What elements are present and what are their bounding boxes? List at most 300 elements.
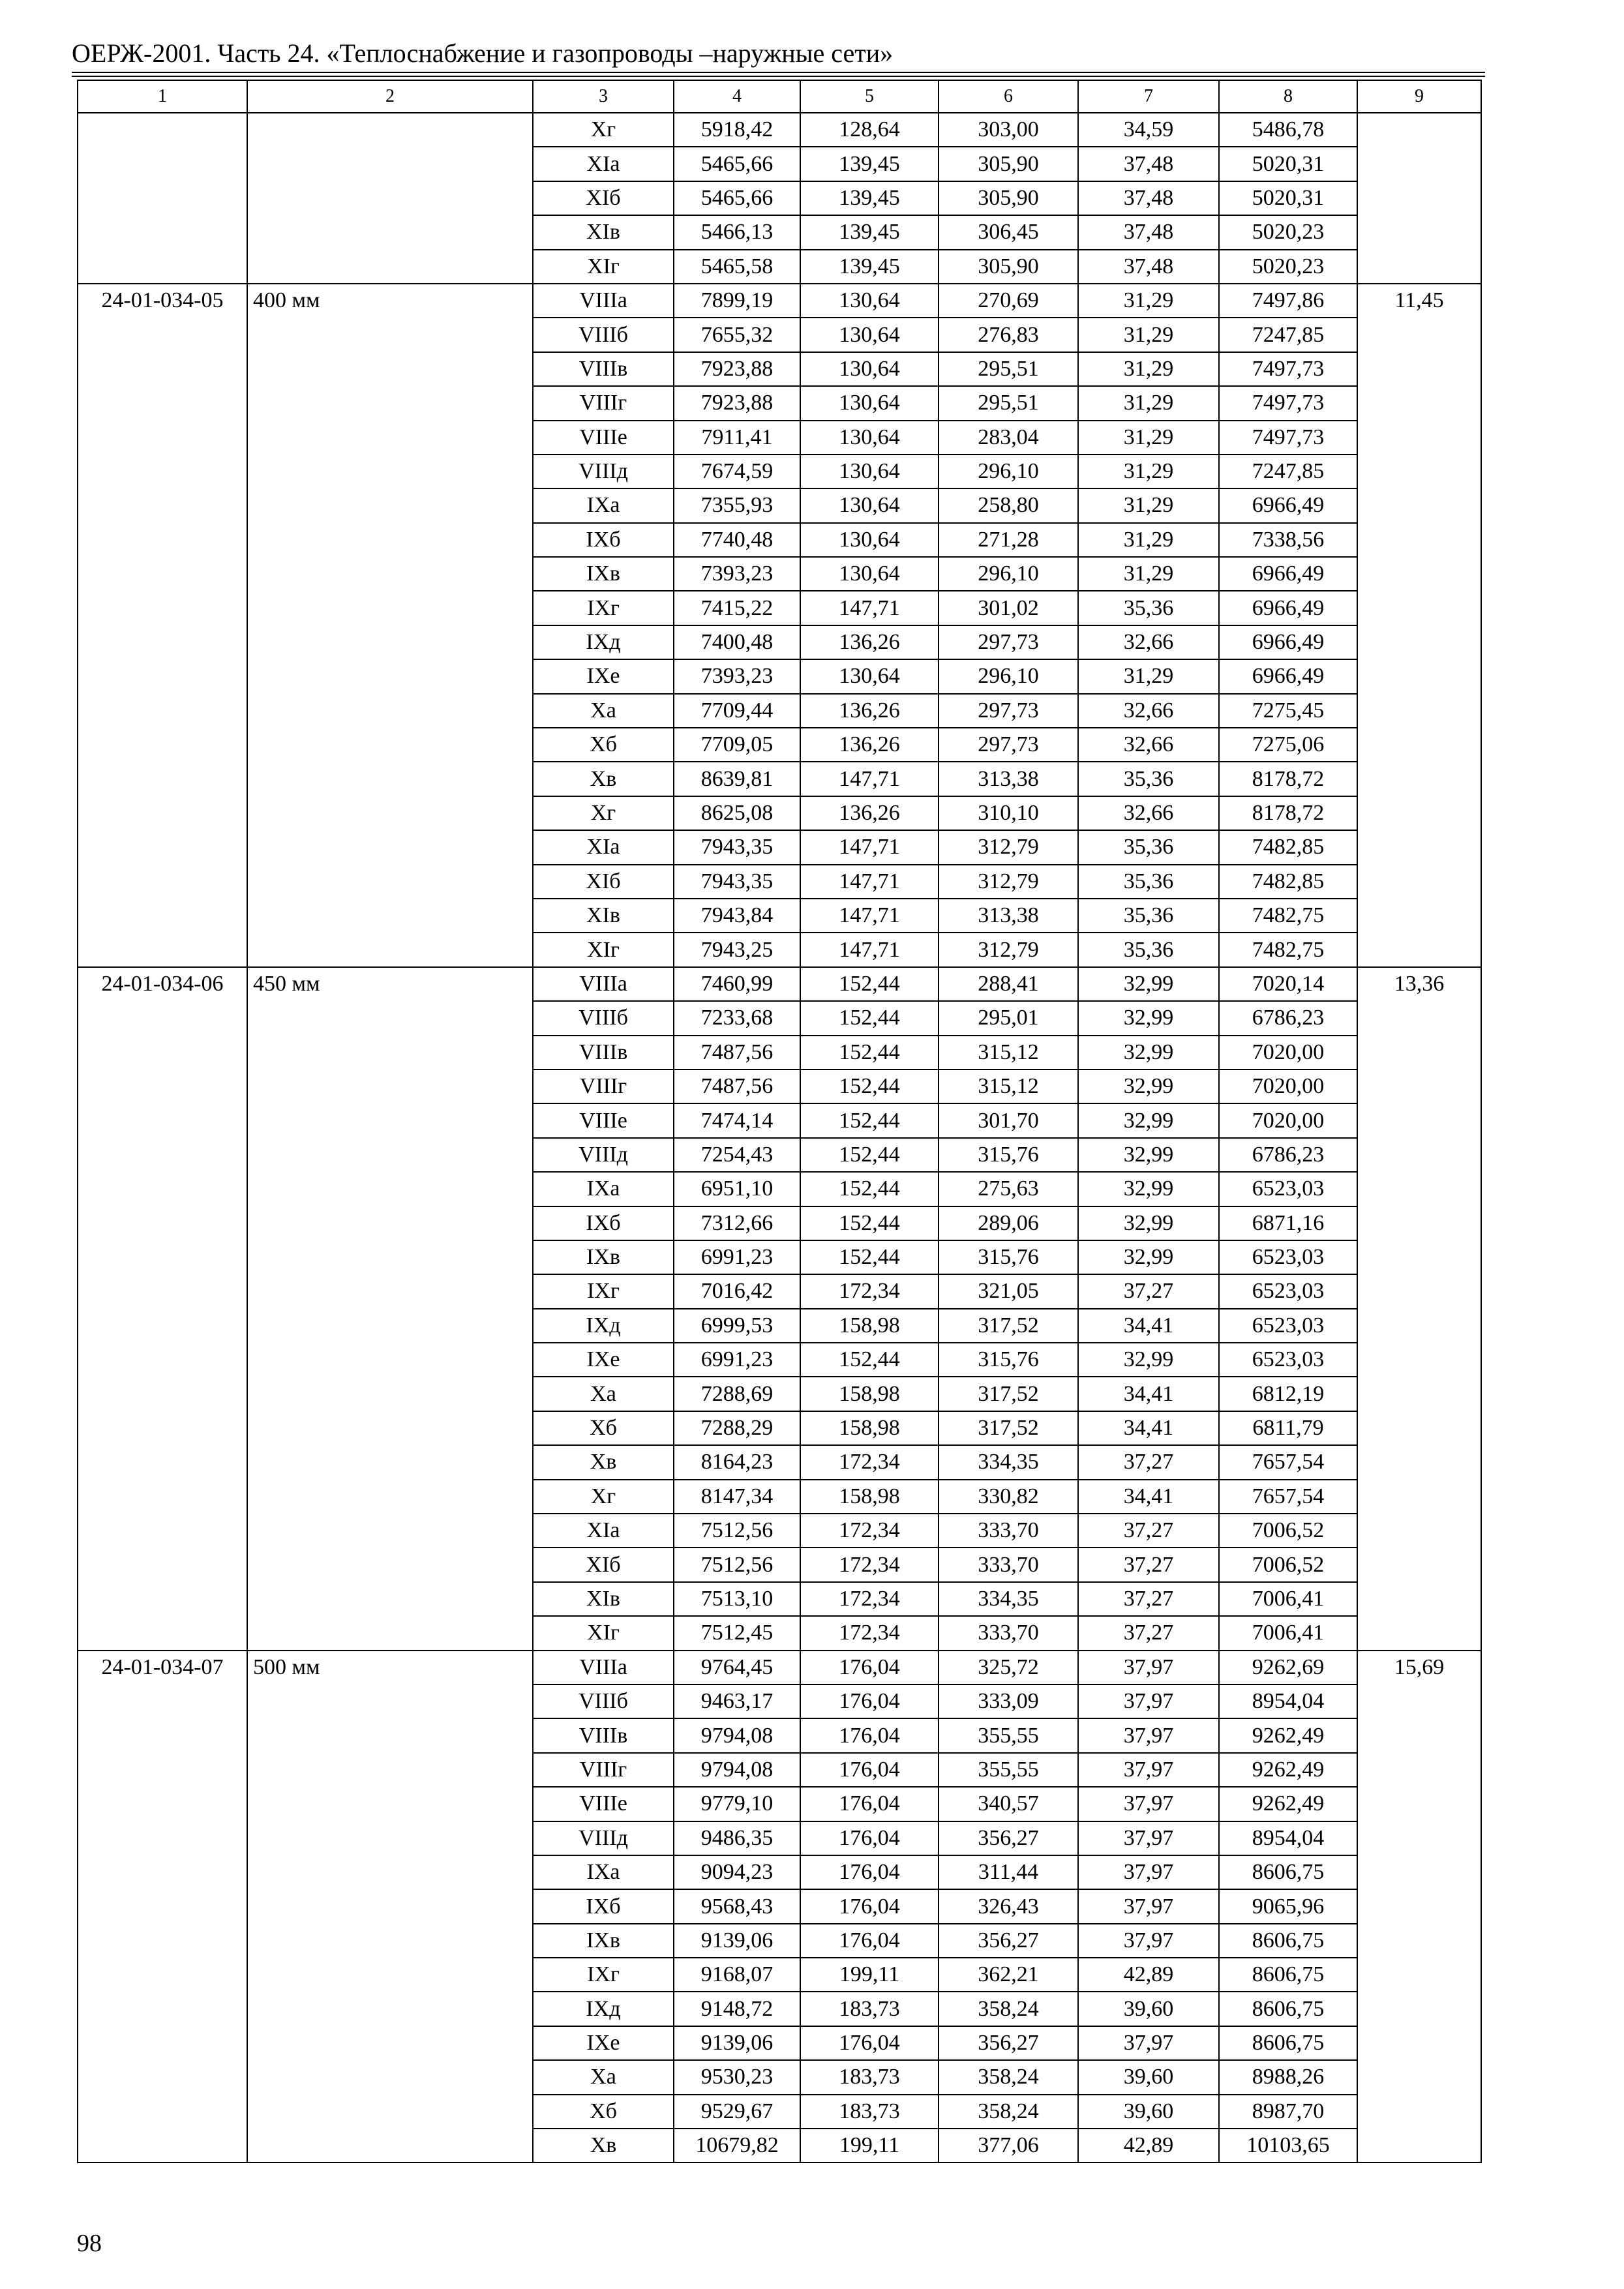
diameter-cell xyxy=(247,113,533,284)
category-cell: Xа xyxy=(533,1377,674,1411)
value-cell: 7512,56 xyxy=(674,1548,800,1581)
category-cell: Xб xyxy=(533,728,674,762)
value-cell: 172,34 xyxy=(800,1445,939,1479)
category-cell: IXв xyxy=(533,557,674,591)
value-cell: 147,71 xyxy=(800,933,939,966)
value-cell: 305,90 xyxy=(939,147,1078,181)
value-cell: 31,29 xyxy=(1078,557,1219,591)
header-rule xyxy=(72,72,1485,73)
category-cell: VIIIг xyxy=(533,386,674,420)
column-number: 5 xyxy=(800,80,939,113)
value-cell: 37,97 xyxy=(1078,1821,1219,1855)
category-cell: IXв xyxy=(533,1924,674,1958)
value-cell: 7923,88 xyxy=(674,352,800,386)
value-cell: 358,24 xyxy=(939,2060,1078,2094)
value-cell: 5466,13 xyxy=(674,215,800,249)
value-cell: 9262,49 xyxy=(1219,1753,1357,1787)
value-cell: 172,34 xyxy=(800,1274,939,1308)
value-cell: 32,99 xyxy=(1078,1001,1219,1035)
value-cell: 9463,17 xyxy=(674,1684,800,1718)
value-cell: 35,36 xyxy=(1078,933,1219,966)
value-cell: 32,99 xyxy=(1078,967,1219,1001)
value-cell: 8606,75 xyxy=(1219,2026,1357,2060)
column-number: 2 xyxy=(247,80,533,113)
value-cell: 130,64 xyxy=(800,352,939,386)
value-cell: 5465,66 xyxy=(674,181,800,215)
value-cell: 176,04 xyxy=(800,1924,939,1958)
value-cell: 7487,56 xyxy=(674,1070,800,1103)
value-cell: 37,27 xyxy=(1078,1582,1219,1616)
value-cell: 297,73 xyxy=(939,694,1078,728)
column-number: 7 xyxy=(1078,80,1219,113)
value-cell: 176,04 xyxy=(800,2026,939,2060)
value-cell: 130,64 xyxy=(800,318,939,352)
value-cell: 6786,23 xyxy=(1219,1138,1357,1172)
value-cell: 152,44 xyxy=(800,1206,939,1240)
table-row xyxy=(78,1651,1481,1684)
value-cell: 315,76 xyxy=(939,1138,1078,1172)
value-cell: 7474,14 xyxy=(674,1103,800,1137)
value-cell: 7674,59 xyxy=(674,455,800,488)
value-cell: 321,05 xyxy=(939,1274,1078,1308)
category-cell: VIIIд xyxy=(533,1138,674,1172)
category-cell: IXа xyxy=(533,488,674,522)
category-cell: Xв xyxy=(533,1445,674,1479)
category-cell: XIв xyxy=(533,1582,674,1616)
value-cell: 305,90 xyxy=(939,181,1078,215)
value-cell: 32,99 xyxy=(1078,1070,1219,1103)
category-cell: Xв xyxy=(533,2129,674,2162)
value-cell: 37,97 xyxy=(1078,1787,1219,1821)
value-cell: 8147,34 xyxy=(674,1480,800,1514)
category-cell: VIIIа xyxy=(533,1651,674,1684)
value-cell: 7657,54 xyxy=(1219,1480,1357,1514)
value-cell: 270,69 xyxy=(939,284,1078,318)
value-cell: 7006,52 xyxy=(1219,1548,1357,1581)
value-cell: 7288,69 xyxy=(674,1377,800,1411)
value-cell: 306,45 xyxy=(939,215,1078,249)
value-cell: 152,44 xyxy=(800,1103,939,1137)
value-cell: 7460,99 xyxy=(674,967,800,1001)
value-cell: 152,44 xyxy=(800,1240,939,1274)
value-cell: 8987,70 xyxy=(1219,2095,1357,2129)
category-cell: VIIIг xyxy=(533,1070,674,1103)
value-cell: 34,41 xyxy=(1078,1309,1219,1343)
value-cell: 317,52 xyxy=(939,1309,1078,1343)
rate-code-cell xyxy=(78,113,247,284)
value-cell: 183,73 xyxy=(800,2095,939,2129)
value-cell: 7338,56 xyxy=(1219,523,1357,557)
category-cell: Xб xyxy=(533,2095,674,2129)
value-cell: 9529,67 xyxy=(674,2095,800,2129)
category-cell: VIIIд xyxy=(533,455,674,488)
value-cell: 5918,42 xyxy=(674,113,800,147)
value-cell: 172,34 xyxy=(800,1548,939,1581)
value-cell: 6523,03 xyxy=(1219,1172,1357,1206)
value-cell: 34,41 xyxy=(1078,1377,1219,1411)
diameter-cell: 400 мм xyxy=(247,284,533,967)
value-cell: 9794,08 xyxy=(674,1753,800,1787)
value-cell: 32,66 xyxy=(1078,694,1219,728)
value-cell: 6786,23 xyxy=(1219,1001,1357,1035)
value-cell: 172,34 xyxy=(800,1514,939,1548)
diameter-cell: 500 мм xyxy=(247,1651,533,2163)
value-cell: 313,38 xyxy=(939,899,1078,933)
value-cell: 35,36 xyxy=(1078,762,1219,796)
column-9-cell: 11,45 xyxy=(1357,284,1481,967)
value-cell: 7020,00 xyxy=(1219,1103,1357,1137)
column-9-cell: 13,36 xyxy=(1357,967,1481,1651)
value-cell: 356,27 xyxy=(939,1924,1078,1958)
value-cell: 37,48 xyxy=(1078,250,1219,284)
value-cell: 7312,66 xyxy=(674,1206,800,1240)
value-cell: 136,26 xyxy=(800,728,939,762)
value-cell: 315,76 xyxy=(939,1240,1078,1274)
value-cell: 9139,06 xyxy=(674,1924,800,1958)
value-cell: 35,36 xyxy=(1078,899,1219,933)
value-cell: 7512,45 xyxy=(674,1616,800,1650)
value-cell: 176,04 xyxy=(800,1753,939,1787)
value-cell: 39,60 xyxy=(1078,2060,1219,2094)
value-cell: 7923,88 xyxy=(674,386,800,420)
category-cell: XIг xyxy=(533,1616,674,1650)
value-cell: 152,44 xyxy=(800,1138,939,1172)
page-number: 98 xyxy=(77,2230,102,2257)
value-cell: 8178,72 xyxy=(1219,762,1357,796)
value-cell: 297,73 xyxy=(939,728,1078,762)
category-cell: IXа xyxy=(533,1855,674,1889)
value-cell: 8954,04 xyxy=(1219,1684,1357,1718)
value-cell: 31,29 xyxy=(1078,659,1219,693)
value-cell: 317,52 xyxy=(939,1411,1078,1445)
value-cell: 130,64 xyxy=(800,421,939,455)
category-cell: Xв xyxy=(533,762,674,796)
value-cell: 377,06 xyxy=(939,2129,1078,2162)
value-cell: 7006,41 xyxy=(1219,1616,1357,1650)
value-cell: 8606,75 xyxy=(1219,1958,1357,1992)
value-cell: 362,21 xyxy=(939,1958,1078,1992)
category-cell: XIб xyxy=(533,181,674,215)
value-cell: 6966,49 xyxy=(1219,659,1357,693)
value-cell: 31,29 xyxy=(1078,284,1219,318)
value-cell: 32,99 xyxy=(1078,1343,1219,1377)
value-cell: 7288,29 xyxy=(674,1411,800,1445)
category-cell: VIIIа xyxy=(533,284,674,318)
value-cell: 32,99 xyxy=(1078,1138,1219,1172)
value-cell: 31,29 xyxy=(1078,523,1219,557)
value-cell: 9094,23 xyxy=(674,1855,800,1889)
rate-code-cell: 24-01-034-05 xyxy=(78,284,247,967)
value-cell: 9262,69 xyxy=(1219,1651,1357,1684)
value-cell: 7254,43 xyxy=(674,1138,800,1172)
category-cell: IXг xyxy=(533,1958,674,1992)
value-cell: 32,99 xyxy=(1078,1103,1219,1137)
category-cell: IXб xyxy=(533,1889,674,1923)
value-cell: 310,10 xyxy=(939,796,1078,830)
category-cell: IXд xyxy=(533,1992,674,2026)
category-cell: Xг xyxy=(533,113,674,147)
value-cell: 37,27 xyxy=(1078,1445,1219,1479)
value-cell: 147,71 xyxy=(800,899,939,933)
value-cell: 7512,56 xyxy=(674,1514,800,1548)
value-cell: 31,29 xyxy=(1078,455,1219,488)
value-cell: 312,79 xyxy=(939,865,1078,899)
value-cell: 8606,75 xyxy=(1219,1855,1357,1889)
value-cell: 37,48 xyxy=(1078,147,1219,181)
category-cell: VIIIб xyxy=(533,1684,674,1718)
rate-code-cell: 24-01-034-06 xyxy=(78,967,247,1651)
value-cell: 325,72 xyxy=(939,1651,1078,1684)
value-cell: 5020,31 xyxy=(1219,181,1357,215)
value-cell: 39,60 xyxy=(1078,1992,1219,2026)
value-cell: 301,70 xyxy=(939,1103,1078,1137)
category-cell: IXе xyxy=(533,1343,674,1377)
value-cell: 158,98 xyxy=(800,1377,939,1411)
value-cell: 7911,41 xyxy=(674,421,800,455)
value-cell: 152,44 xyxy=(800,1070,939,1103)
value-cell: 289,06 xyxy=(939,1206,1078,1240)
value-cell: 32,99 xyxy=(1078,1206,1219,1240)
value-cell: 37,97 xyxy=(1078,1753,1219,1787)
value-cell: 6966,49 xyxy=(1219,625,1357,659)
value-cell: 35,36 xyxy=(1078,830,1219,864)
value-cell: 7943,84 xyxy=(674,899,800,933)
value-cell: 9168,07 xyxy=(674,1958,800,1992)
value-cell: 7487,56 xyxy=(674,1036,800,1070)
value-cell: 296,10 xyxy=(939,557,1078,591)
value-cell: 8606,75 xyxy=(1219,1992,1357,2026)
value-cell: 158,98 xyxy=(800,1411,939,1445)
value-cell: 31,29 xyxy=(1078,352,1219,386)
value-cell: 355,55 xyxy=(939,1753,1078,1787)
value-cell: 34,59 xyxy=(1078,113,1219,147)
value-cell: 128,64 xyxy=(800,113,939,147)
value-cell: 130,64 xyxy=(800,386,939,420)
value-cell: 295,51 xyxy=(939,386,1078,420)
category-cell: XIа xyxy=(533,1514,674,1548)
category-cell: IXг xyxy=(533,591,674,625)
value-cell: 7355,93 xyxy=(674,488,800,522)
value-cell: 296,10 xyxy=(939,455,1078,488)
value-cell: 7482,75 xyxy=(1219,899,1357,933)
value-cell: 315,12 xyxy=(939,1070,1078,1103)
value-cell: 130,64 xyxy=(800,557,939,591)
category-cell: IXд xyxy=(533,1309,674,1343)
column-number: 4 xyxy=(674,80,800,113)
value-cell: 199,11 xyxy=(800,1958,939,1992)
category-cell: VIIIе xyxy=(533,1103,674,1137)
value-cell: 6523,03 xyxy=(1219,1274,1357,1308)
page-title: ОЕРЖ-2001. Часть 24. «Теплоснабжение и газопроводы –наружные сети» xyxy=(72,38,894,68)
value-cell: 7247,85 xyxy=(1219,455,1357,488)
column-number: 1 xyxy=(78,80,247,113)
value-cell: 37,97 xyxy=(1078,1651,1219,1684)
value-cell: 34,41 xyxy=(1078,1411,1219,1445)
value-cell: 9065,96 xyxy=(1219,1889,1357,1923)
value-cell: 37,27 xyxy=(1078,1514,1219,1548)
value-cell: 340,57 xyxy=(939,1787,1078,1821)
value-cell: 6999,53 xyxy=(674,1309,800,1343)
value-cell: 6951,10 xyxy=(674,1172,800,1206)
value-cell: 6966,49 xyxy=(1219,488,1357,522)
value-cell: 333,09 xyxy=(939,1684,1078,1718)
value-cell: 5020,23 xyxy=(1219,215,1357,249)
value-cell: 7740,48 xyxy=(674,523,800,557)
value-cell: 333,70 xyxy=(939,1548,1078,1581)
value-cell: 37,48 xyxy=(1078,181,1219,215)
value-cell: 130,64 xyxy=(800,284,939,318)
category-cell: Xг xyxy=(533,796,674,830)
value-cell: 147,71 xyxy=(800,865,939,899)
value-cell: 10103,65 xyxy=(1219,2129,1357,2162)
value-cell: 5486,78 xyxy=(1219,113,1357,147)
value-cell: 147,71 xyxy=(800,830,939,864)
category-cell: VIIIг xyxy=(533,1753,674,1787)
value-cell: 7899,19 xyxy=(674,284,800,318)
value-cell: 152,44 xyxy=(800,1001,939,1035)
value-cell: 358,24 xyxy=(939,2095,1078,2129)
category-cell: VIIIб xyxy=(533,318,674,352)
value-cell: 199,11 xyxy=(800,2129,939,2162)
value-cell: 8639,81 xyxy=(674,762,800,796)
value-cell: 301,02 xyxy=(939,591,1078,625)
rates-table xyxy=(77,80,1482,2163)
category-cell: XIб xyxy=(533,1548,674,1581)
value-cell: 305,90 xyxy=(939,250,1078,284)
value-cell: 9262,49 xyxy=(1219,1787,1357,1821)
value-cell: 7275,45 xyxy=(1219,694,1357,728)
value-cell: 333,70 xyxy=(939,1514,1078,1548)
category-cell: XIв xyxy=(533,899,674,933)
value-cell: 42,89 xyxy=(1078,2129,1219,2162)
category-cell: VIIIв xyxy=(533,1718,674,1752)
value-cell: 8164,23 xyxy=(674,1445,800,1479)
value-cell: 7393,23 xyxy=(674,557,800,591)
value-cell: 315,12 xyxy=(939,1036,1078,1070)
value-cell: 7482,75 xyxy=(1219,933,1357,966)
value-cell: 139,45 xyxy=(800,181,939,215)
value-cell: 32,66 xyxy=(1078,796,1219,830)
value-cell: 130,64 xyxy=(800,455,939,488)
rate-code-cell: 24-01-034-07 xyxy=(78,1651,247,2163)
value-cell: 311,44 xyxy=(939,1855,1078,1889)
value-cell: 136,26 xyxy=(800,796,939,830)
value-cell: 8606,75 xyxy=(1219,1924,1357,1958)
value-cell: 6812,19 xyxy=(1219,1377,1357,1411)
value-cell: 355,55 xyxy=(939,1718,1078,1752)
value-cell: 7943,35 xyxy=(674,865,800,899)
value-cell: 7497,73 xyxy=(1219,386,1357,420)
value-cell: 139,45 xyxy=(800,215,939,249)
value-cell: 7657,54 xyxy=(1219,1445,1357,1479)
value-cell: 35,36 xyxy=(1078,865,1219,899)
value-cell: 315,76 xyxy=(939,1343,1078,1377)
value-cell: 139,45 xyxy=(800,250,939,284)
value-cell: 176,04 xyxy=(800,1684,939,1718)
category-cell: IXа xyxy=(533,1172,674,1206)
value-cell: 9568,43 xyxy=(674,1889,800,1923)
value-cell: 32,66 xyxy=(1078,625,1219,659)
value-cell: 37,97 xyxy=(1078,1889,1219,1923)
column-9-cell xyxy=(1357,113,1481,284)
value-cell: 31,29 xyxy=(1078,488,1219,522)
category-cell: VIIIв xyxy=(533,1036,674,1070)
value-cell: 176,04 xyxy=(800,1787,939,1821)
category-cell: XIб xyxy=(533,865,674,899)
value-cell: 32,99 xyxy=(1078,1240,1219,1274)
value-cell: 42,89 xyxy=(1078,1958,1219,1992)
value-cell: 258,80 xyxy=(939,488,1078,522)
value-cell: 7497,86 xyxy=(1219,284,1357,318)
column-number: 9 xyxy=(1357,80,1481,113)
category-cell: Xа xyxy=(533,694,674,728)
value-cell: 158,98 xyxy=(800,1480,939,1514)
value-cell: 152,44 xyxy=(800,1343,939,1377)
value-cell: 5465,58 xyxy=(674,250,800,284)
value-cell: 7943,25 xyxy=(674,933,800,966)
value-cell: 7709,44 xyxy=(674,694,800,728)
value-cell: 330,82 xyxy=(939,1480,1078,1514)
value-cell: 37,97 xyxy=(1078,1684,1219,1718)
column-9-cell: 15,69 xyxy=(1357,1651,1481,2163)
value-cell: 9486,35 xyxy=(674,1821,800,1855)
value-cell: 7943,35 xyxy=(674,830,800,864)
table-row xyxy=(78,284,1481,318)
value-cell: 7275,06 xyxy=(1219,728,1357,762)
value-cell: 130,64 xyxy=(800,523,939,557)
value-cell: 7497,73 xyxy=(1219,421,1357,455)
value-cell: 297,73 xyxy=(939,625,1078,659)
value-cell: 7006,52 xyxy=(1219,1514,1357,1548)
value-cell: 7393,23 xyxy=(674,659,800,693)
table-row xyxy=(78,967,1481,1001)
category-cell: VIIIв xyxy=(533,352,674,386)
value-cell: 9139,06 xyxy=(674,2026,800,2060)
value-cell: 8988,26 xyxy=(1219,2060,1357,2094)
value-cell: 288,41 xyxy=(939,967,1078,1001)
value-cell: 130,64 xyxy=(800,659,939,693)
value-cell: 158,98 xyxy=(800,1309,939,1343)
value-cell: 152,44 xyxy=(800,1172,939,1206)
value-cell: 6523,03 xyxy=(1219,1240,1357,1274)
value-cell: 152,44 xyxy=(800,967,939,1001)
value-cell: 176,04 xyxy=(800,1651,939,1684)
category-cell: XIа xyxy=(533,830,674,864)
value-cell: 139,45 xyxy=(800,147,939,181)
value-cell: 7709,05 xyxy=(674,728,800,762)
category-cell: IXб xyxy=(533,1206,674,1240)
value-cell: 39,60 xyxy=(1078,2095,1219,2129)
value-cell: 147,71 xyxy=(800,762,939,796)
value-cell: 9794,08 xyxy=(674,1718,800,1752)
value-cell: 283,04 xyxy=(939,421,1078,455)
value-cell: 313,38 xyxy=(939,762,1078,796)
value-cell: 296,10 xyxy=(939,659,1078,693)
value-cell: 9148,72 xyxy=(674,1992,800,2026)
value-cell: 333,70 xyxy=(939,1616,1078,1650)
category-cell: Xа xyxy=(533,2060,674,2094)
category-cell: XIг xyxy=(533,250,674,284)
value-cell: 295,01 xyxy=(939,1001,1078,1035)
category-cell: VIIIа xyxy=(533,967,674,1001)
category-cell: XIг xyxy=(533,933,674,966)
value-cell: 136,26 xyxy=(800,625,939,659)
value-cell: 295,51 xyxy=(939,352,1078,386)
table-row xyxy=(78,113,1481,147)
value-cell: 37,97 xyxy=(1078,1855,1219,1889)
value-cell: 5465,66 xyxy=(674,147,800,181)
value-cell: 9779,10 xyxy=(674,1787,800,1821)
